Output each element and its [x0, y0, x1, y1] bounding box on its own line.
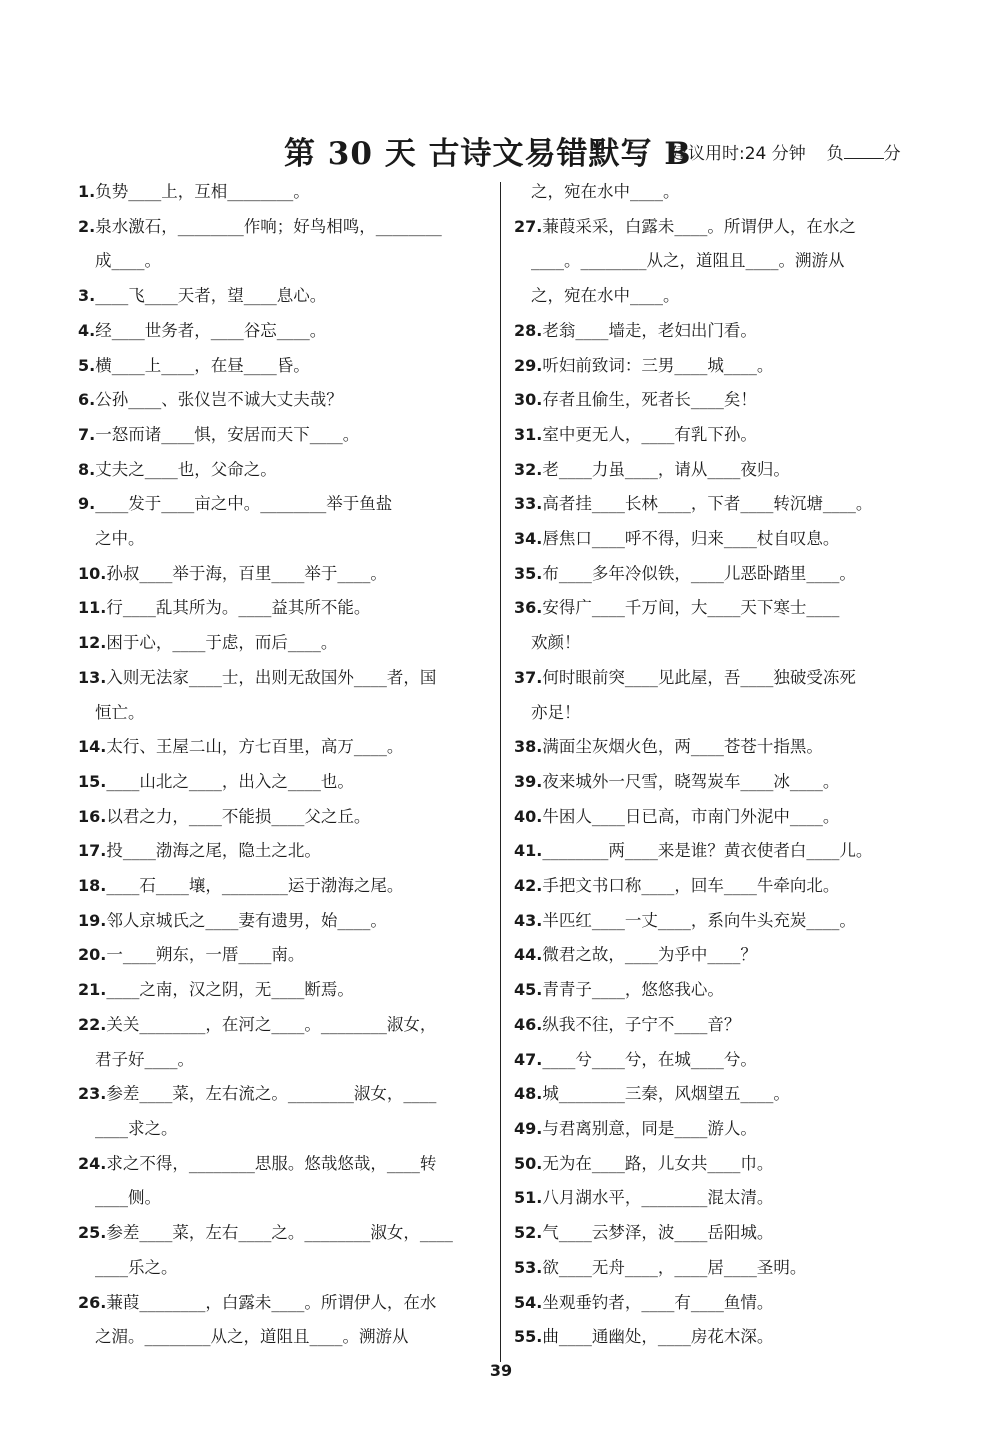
question-number: 51. [514, 1188, 543, 1208]
question-number: 43. [514, 910, 543, 930]
question-text: 牛困人____日已高，市南门外泥中____。 [542, 806, 840, 826]
time-and-score-info [671, 139, 901, 164]
question-text: 八月湖水平，________混太清。 [542, 1188, 774, 1208]
question-number: 44. [514, 945, 543, 965]
question-line [514, 1251, 914, 1286]
question-text: ____之南，汉之阴，无____断焉。 [106, 980, 354, 1000]
question-number: 37. [514, 667, 543, 687]
question-number: 23. [78, 1084, 107, 1104]
question-line [78, 869, 478, 904]
question-line [78, 938, 478, 973]
question-line [514, 904, 914, 939]
question-line [514, 591, 914, 626]
question-text: 坐观垂钓者，____有____鱼情。 [542, 1292, 774, 1312]
question-text: 一____朔东，一厝____南。 [106, 945, 305, 965]
question-line [514, 1043, 914, 1078]
question-number: 5. [78, 355, 96, 375]
question-text: 亦足！ [531, 702, 581, 722]
question-number: 27. [514, 216, 543, 236]
question-number: 15. [78, 771, 107, 791]
question-text: 入则无法家____士，出则无敌国外____者，国 [106, 667, 437, 687]
question-number: 38. [514, 737, 543, 757]
question-line [78, 418, 478, 453]
question-line [514, 487, 914, 522]
question-line [514, 869, 914, 904]
question-text: 恒亡。 [95, 702, 145, 722]
question-number: 7. [78, 424, 96, 444]
question-text: ____石____壤，________运于渤海之尾。 [106, 876, 404, 896]
question-line [514, 453, 914, 488]
question-number: 4. [78, 320, 96, 340]
question-continuation-line [514, 626, 914, 661]
question-line [78, 1216, 478, 1251]
question-line [78, 453, 478, 488]
question-text: 之中。 [95, 529, 145, 549]
question-text: 参差____菜，左右____之。________淑女，____ [106, 1223, 453, 1243]
question-line [514, 1112, 914, 1147]
score-prefix: 负 [826, 144, 844, 164]
question-continuation-line [78, 1181, 478, 1216]
question-text: 以君之力，____不能损____父之丘。 [106, 806, 371, 826]
question-number: 13. [78, 667, 107, 687]
question-line [78, 800, 478, 835]
question-text: 行____乱其所为。____益其所不能。 [106, 598, 371, 618]
question-text: 泉水激石，________作响；好鸟相鸣，________ [95, 216, 442, 236]
question-line [514, 938, 914, 973]
question-number: 10. [78, 563, 107, 583]
question-text: 一怒而诸____惧，安居而天下____。 [95, 424, 360, 444]
question-number: 31. [514, 424, 543, 444]
question-text: 成____。 [95, 251, 161, 271]
question-line [514, 1181, 914, 1216]
question-number: 46. [514, 1014, 543, 1034]
question-text: ____发于____亩之中。________举于鱼盐 [95, 494, 393, 514]
question-number: 42. [514, 876, 543, 896]
question-line [78, 557, 478, 592]
question-text: 无为在____路，儿女共____巾。 [542, 1153, 774, 1173]
question-text: ________两____来是谁？黄衣使者白____儿。 [542, 841, 873, 861]
score-suffix: 分 [883, 144, 901, 164]
question-line [78, 487, 478, 522]
question-line [514, 730, 914, 765]
question-text: 欢颜！ [531, 633, 581, 653]
question-text: 负势____上，互相________。 [95, 182, 310, 201]
question-line [514, 1320, 914, 1355]
question-line [78, 175, 478, 210]
question-line [78, 591, 478, 626]
question-text: 室中更无人，____有乳下孙。 [542, 424, 757, 444]
question-number: 36. [514, 598, 543, 618]
question-number: 55. [514, 1327, 543, 1347]
question-text: 之，宛在水中____。 [531, 286, 680, 306]
question-text: 邻人京城氏之____妻有遗男，始____。 [106, 910, 387, 930]
question-text: ____侧。 [95, 1188, 161, 1208]
question-number: 29. [514, 355, 543, 375]
question-line [514, 1008, 914, 1043]
question-text: 公孙____、张仪岂不诚大丈夫哉？ [95, 390, 343, 410]
question-text: ____山北之____，出入之____也。 [106, 771, 354, 791]
question-number: 39. [514, 771, 543, 791]
question-text: 高者挂____长林____，下者____转沉塘____。 [542, 494, 873, 514]
question-text: 老翁____墙走，老妇出门看。 [542, 320, 757, 340]
question-line [78, 973, 478, 1008]
question-number: 11. [78, 598, 107, 618]
question-text: 青青子____，悠悠我心。 [542, 980, 724, 1000]
question-line [78, 210, 478, 245]
question-line [514, 1147, 914, 1182]
question-continuation-line [514, 175, 914, 210]
question-continuation-line [78, 1043, 478, 1078]
page-number: 39 [489, 1361, 513, 1380]
question-continuation-line [78, 1112, 478, 1147]
question-number: 17. [78, 841, 107, 861]
question-number: 50. [514, 1153, 543, 1173]
question-line [514, 1077, 914, 1112]
question-line [514, 418, 914, 453]
question-line [78, 1008, 478, 1043]
question-number: 6. [78, 390, 96, 410]
question-continuation-line [514, 279, 914, 314]
question-line [78, 661, 478, 696]
question-number: 40. [514, 806, 543, 826]
question-line [514, 834, 914, 869]
question-number: 22. [78, 1014, 107, 1034]
question-text: 曲____通幽处，____房花木深。 [542, 1327, 774, 1347]
question-text: 何时眼前突____见此屋，吾____独破受冻死 [542, 667, 856, 687]
question-line [78, 314, 478, 349]
question-line [78, 730, 478, 765]
question-number: 49. [514, 1118, 543, 1138]
question-text: 困于心，____于虑，而后____。 [106, 633, 338, 653]
question-number: 18. [78, 876, 107, 896]
question-text: 蒹葭________，白露未____。所谓伊人，在水 [106, 1292, 437, 1312]
question-line [78, 383, 478, 418]
question-continuation-line [78, 1251, 478, 1286]
question-number: 30. [514, 390, 543, 410]
question-number: 14. [78, 737, 107, 757]
question-text: 存者且偷生，死者长____矣！ [542, 390, 757, 410]
question-text: 经____世务者，____谷忘____。 [95, 320, 327, 340]
question-line [78, 834, 478, 869]
question-text: 布____多年冷似铁，____儿恶卧踏里____。 [542, 563, 856, 583]
question-number: 47. [514, 1049, 543, 1069]
question-text: 参差____菜，左右流之。________淑女，____ [106, 1084, 437, 1104]
question-line [78, 626, 478, 661]
question-number: 1. [78, 182, 96, 201]
question-text: 听妇前致词：三男____城____。 [542, 355, 774, 375]
question-text: 老____力虽____，请从____夜归。 [542, 459, 790, 479]
question-text: ____飞____天者，望____息心。 [95, 286, 327, 306]
question-line [78, 349, 478, 384]
question-line [514, 1216, 914, 1251]
question-line [514, 557, 914, 592]
question-number: 16. [78, 806, 107, 826]
page-title: 第 30 天 古诗文易错默写 B [284, 136, 692, 172]
question-text: 纵我不往，子宁不____音？ [542, 1014, 741, 1034]
question-continuation-line [78, 1320, 478, 1355]
question-text: 手把文书口称____，回车____牛牵向北。 [542, 876, 840, 896]
question-number: 32. [514, 459, 543, 479]
question-line [78, 904, 478, 939]
question-text: 微君之故，____为乎中____？ [542, 945, 757, 965]
question-number: 48. [514, 1084, 543, 1104]
right-column [514, 175, 914, 1355]
question-text: ____求之。 [95, 1118, 178, 1138]
question-line [514, 522, 914, 557]
question-line [78, 1077, 478, 1112]
question-continuation-line [78, 522, 478, 557]
question-line [514, 1286, 914, 1321]
question-number: 41. [514, 841, 543, 861]
page-header [0, 128, 1002, 172]
score-blank[interactable] [844, 144, 884, 159]
suggested-time: 建议用时:24 分钟 [671, 144, 806, 164]
question-number: 2. [78, 216, 96, 236]
question-number: 54. [514, 1292, 543, 1312]
question-line [514, 800, 914, 835]
question-line [514, 314, 914, 349]
question-number: 12. [78, 633, 107, 653]
question-text: 夜来城外一尺雪，晓驾炭车____冰____。 [542, 771, 840, 791]
question-number: 52. [514, 1223, 543, 1243]
question-continuation-line [514, 244, 914, 279]
question-text: 之，宛在水中____。 [531, 182, 680, 201]
question-text: 气____云梦泽，波____岳阳城。 [542, 1223, 774, 1243]
question-text: 与君离别意，同是____游人。 [542, 1118, 757, 1138]
question-number: 3. [78, 286, 96, 306]
question-line [514, 765, 914, 800]
question-number: 33. [514, 494, 543, 514]
question-line [514, 973, 914, 1008]
question-number: 25. [78, 1223, 107, 1243]
question-number: 35. [514, 563, 543, 583]
question-text: 求之不得，________思服。悠哉悠哉，____转 [106, 1153, 437, 1173]
question-text: 投____渤海之尾，隐土之北。 [106, 841, 321, 861]
question-line [514, 661, 914, 696]
question-number: 19. [78, 910, 107, 930]
question-text: 孙叔____举于海，百里____举于____。 [106, 563, 387, 583]
left-column [78, 175, 478, 1355]
question-text: 唇焦口____呼不得，归来____杖自叹息。 [542, 529, 840, 549]
question-text: 横____上____，在昼____昏。 [95, 355, 310, 375]
question-line [514, 210, 914, 245]
question-number: 45. [514, 980, 543, 1000]
question-text: 蒹葭采采，白露未____。所谓伊人，在水之 [542, 216, 856, 236]
question-text: ____兮____兮，在城____兮。 [542, 1049, 757, 1069]
question-line [78, 279, 478, 314]
question-text: 之湄。________从之，道阻且____。溯游从 [95, 1327, 409, 1347]
question-text: 太行、王屋二山，方七百里，高万____。 [106, 737, 404, 757]
question-text: ____乐之。 [95, 1257, 178, 1277]
question-number: 26. [78, 1292, 107, 1312]
question-text: ____。________从之，道阻且____。溯游从 [531, 251, 845, 271]
question-number: 8. [78, 459, 96, 479]
question-number: 24. [78, 1153, 107, 1173]
question-number: 20. [78, 945, 107, 965]
question-text: 关关________，在河之____。________淑女， [106, 1014, 437, 1034]
question-text: 半匹红____一丈____，系向牛头充炭____。 [542, 910, 856, 930]
question-continuation-line [78, 244, 478, 279]
question-continuation-line [514, 696, 914, 731]
question-text: 丈夫之____也，父命之。 [95, 459, 277, 479]
question-number: 34. [514, 529, 543, 549]
question-line [78, 1147, 478, 1182]
question-text: 城________三秦，风烟望五____。 [542, 1084, 790, 1104]
column-divider [500, 182, 501, 1362]
question-text: 欲____无舟____，____居____圣明。 [542, 1257, 807, 1277]
question-number: 9. [78, 494, 96, 514]
question-text: 安得广____千万间，大____天下寒士____ [542, 598, 840, 618]
question-number: 53. [514, 1257, 543, 1277]
question-text: 君子好____。 [95, 1049, 194, 1069]
question-number: 28. [514, 320, 543, 340]
question-continuation-line [78, 696, 478, 731]
question-text: 满面尘灰烟火色，两____苍苍十指黑。 [542, 737, 823, 757]
question-line [78, 765, 478, 800]
question-line [514, 383, 914, 418]
question-number: 21. [78, 980, 107, 1000]
question-line [514, 349, 914, 384]
question-line [78, 1286, 478, 1321]
